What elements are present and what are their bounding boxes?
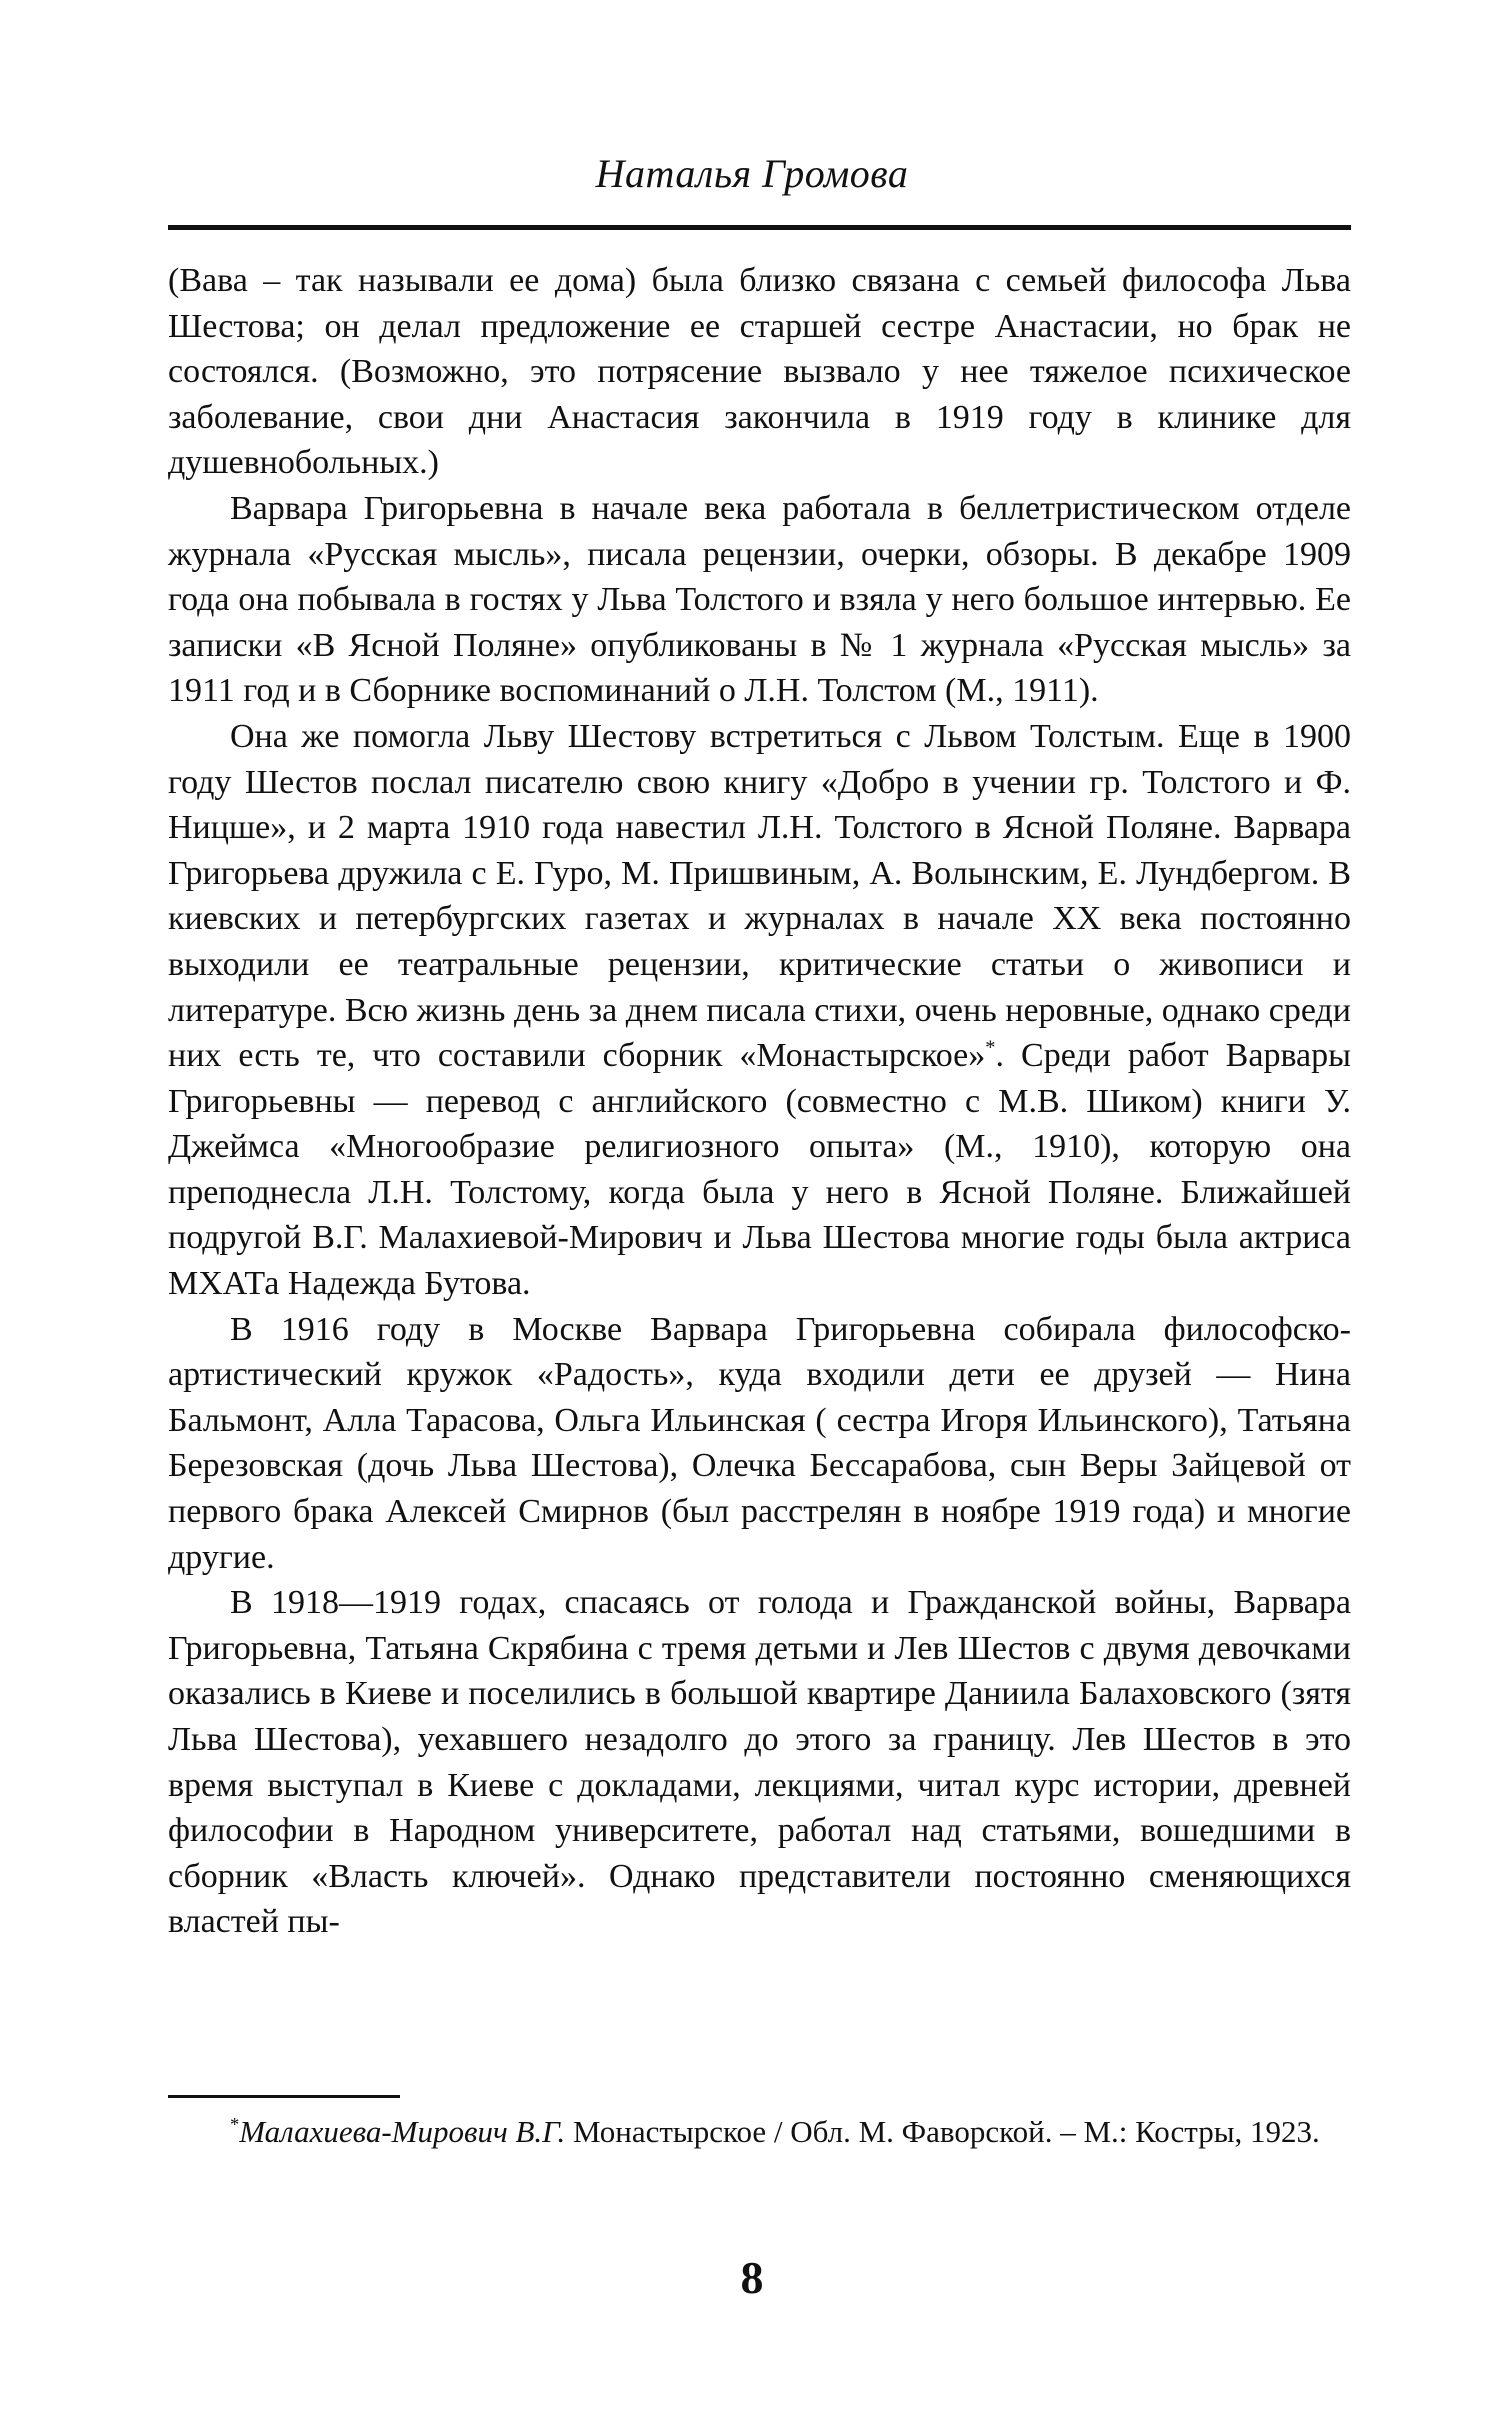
page-number: 8 <box>740 2252 764 2303</box>
footnote-rule <box>168 2095 400 2098</box>
main-text <box>168 258 1351 1945</box>
paragraph-3-part-1: Она же помогла Льву Шестову встретиться с Львом Толстым. Еще в 1900 году Шестов послал писателю свою книгу «Добро в учении гр. Толстого и Ф. Ницше», и 2 марта 1910 года навестил Л.Н. Толстого в Ясной Поляне. Варвара Григорьева дружила с Е. Гуро, М. Пришвиным, А. Волынским, Е. Лундбергом. В киевских и петербургских газетах и журналах в начале XX века постоянно выходили ее театральные рецензии, критические статьи о живописи и литературе. Всю жизнь день за днем писала стихи, очень неровные, однако среди них есть те, что составили сборник «Монастырское» <box>168 717 1351 1075</box>
paragraph-5: В 1918—1919 годах, спасаясь от голода и Гражданской войны, Варвара Григорьевна, Татьяна Скрябина с тремя детьми и Лев Шестов с двумя девочками оказались в Киеве и поселились в большой квартире Даниила Балаховского (зятя Льва Шестова), уехавшего незадолго до этого за границу. Лев Шестов в это время выступал в Киеве с докладами, лекциями, читал курс истории, древней философии в Народном университете, работал над статьями, вошедшими в сборник «Власть ключей». Однако представители постоянно сменяющихся властей пы- <box>168 1584 1351 1941</box>
paragraph-3 <box>168 714 1351 1307</box>
footnote <box>168 2110 1351 2153</box>
footnote-marker: * <box>230 2114 240 2136</box>
paragraph-4: В 1916 году в Москве Варвара Григорьевна собирала философско-артистический кружок «Радость», куда входили дети ее друзей — Нина Бальмонт, Алла Тарасова, Ольга Ильинская ( сестра Игоря Ильинского), Татьяна Березовская (дочь Льва Шестова), Олечка Бессарабова, сын Веры Зайцевой от первого брака Алексей Смирнов (был расстрелян в ноябре 1919 года) и многие другие. <box>168 1310 1351 1576</box>
running-title: Наталья Громова <box>595 151 909 196</box>
paragraph-1: (Вава – так называли ее дома) была близко связана с семьей философа Льва Шестова; он делал предложение ее старшей сестре Анастасии, но брак не состоялся. (Возможно, это потрясение вызвало у нее тяжелое психическое заболевание, свои дни Анастасия закончила в 1919 году в клинике для душевнобольных.) <box>168 262 1351 482</box>
footnote-reference: * <box>985 1036 996 1059</box>
paragraph-3-part-2: . Среди работ Варвары Григорьевны — перевод с английского (совместно с М.В. Шиком) книги У. Джеймса «Многообразие религиозного опыта» (М., 1910), которую она преподнесла Л.Н. Толстому, когда была у него в Ясной Поляне. Ближайшей подругой В.Г. Малахиевой-Мирович и Льва Шестова многие годы была актриса МХАТа Надежда Бутова. <box>168 1037 1351 1303</box>
header-rule <box>168 225 1351 230</box>
paragraph-2: Варвара Григорьевна в начале века работала в беллетристическом отделе журнала «Русская мысль», писала рецензии, очерки, обзоры. В декабре 1909 года она побывала в гостях у Льва Толстого и взяла у него большое интервью. Ее записки «В Ясной Поляне» опубликованы в № 1 журнала «Русская мысль» за 1911 год и в Сборнике воспоминаний о Л.Н. Толстом (М., 1911). <box>168 489 1351 710</box>
footnote-author: Малахиева-Мирович В.Г. <box>239 2114 566 2149</box>
footnote-text: Монастырское / Обл. М. Фаворской. – М.: Костры, 1923. <box>565 2114 1320 2149</box>
